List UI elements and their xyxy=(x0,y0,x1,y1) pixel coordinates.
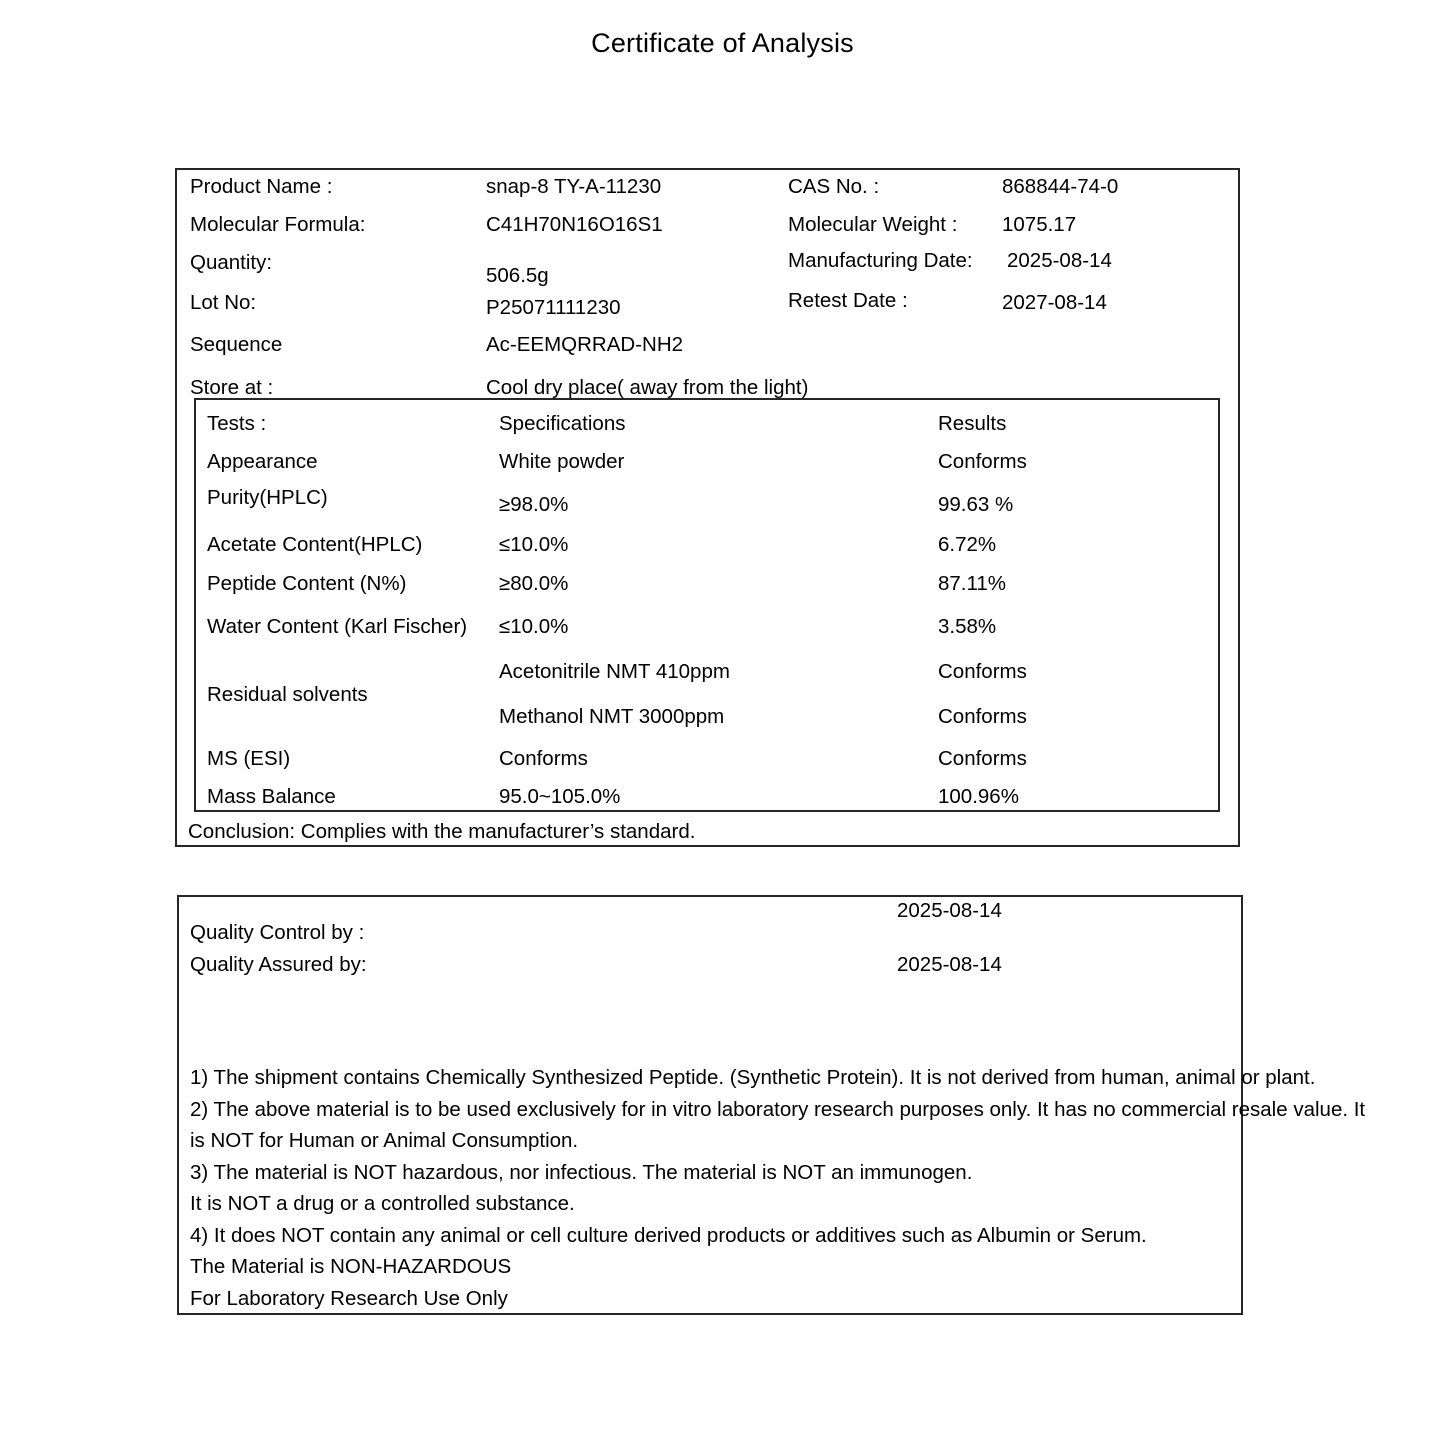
info-row-sequence xyxy=(190,327,1230,365)
certificate-main-panel xyxy=(175,168,1240,847)
test-name-acetate-content: Acetate Content(HPLC) xyxy=(207,533,423,556)
test-result-peptide-content: 87.11% xyxy=(938,572,1007,595)
test-name-peptide-content: Peptide Content (N%) xyxy=(207,572,407,595)
test-spec-appearance: White powder xyxy=(499,450,625,473)
quality-control-label: Quality Control by : xyxy=(190,921,365,944)
signoff-and-notes-panel xyxy=(177,895,1366,1315)
test-result-acetate-content: 6.72% xyxy=(938,533,997,556)
test-result-mass-balance: 100.96% xyxy=(938,785,1019,808)
note-line: 3) The material is NOT hazardous, nor infectious. The material is NOT an immunogen. xyxy=(190,1160,973,1184)
note-line: For Laboratory Research Use Only xyxy=(190,1286,508,1310)
column-header-results: Results xyxy=(938,412,1007,435)
test-result-methanol: Conforms xyxy=(938,705,1027,728)
quality-control-date: 2025-08-14 xyxy=(897,899,1002,922)
molecular-formula-value: C41H70N16O16S1 xyxy=(486,213,663,236)
note-line: 2) The above material is to be used exclusively for in vitro laboratory research purposes only. It has no commercial resale value. It xyxy=(190,1097,1366,1121)
note-line: 4) It does NOT contain any animal or cell culture derived products or additives such as Albumin or Serum. xyxy=(190,1223,1147,1247)
quantity-value: 506.5g xyxy=(486,264,549,287)
test-result-water-content: 3.58% xyxy=(938,615,997,638)
lot-no-value: P25071111230 xyxy=(486,296,621,319)
molecular-formula-label: Molecular Formula: xyxy=(190,213,366,236)
test-spec-acetonitrile: Acetonitrile NMT 410ppm xyxy=(499,660,730,683)
store-at-label: Store at : xyxy=(190,376,274,399)
page-title: Certificate of Analysis xyxy=(591,28,854,58)
column-header-tests: Tests : xyxy=(207,412,267,435)
product-name-label: Product Name : xyxy=(190,175,333,198)
product-name-value: snap-8 TY-A-11230 xyxy=(486,175,662,198)
test-spec-mass-balance: 95.0~105.0% xyxy=(499,785,621,808)
cas-no-label: CAS No. : xyxy=(788,175,880,198)
note-line: The Material is NON-HAZARDOUS xyxy=(190,1255,512,1278)
test-spec-ms-esi: Conforms xyxy=(499,747,588,770)
quality-assured-label: Quality Assured by: xyxy=(190,953,367,976)
test-name-ms-esi: MS (ESI) xyxy=(207,747,291,770)
info-row-quantity xyxy=(190,251,1230,289)
info-row-lot-no xyxy=(190,289,1230,327)
test-result-appearance: Conforms xyxy=(938,450,1027,473)
info-row-product-name xyxy=(190,175,1230,213)
product-info-grid xyxy=(190,175,1230,403)
info-row-molecular-formula xyxy=(190,213,1230,251)
test-name-mass-balance: Mass Balance xyxy=(207,785,336,808)
manufacturing-date-label: Manufacturing Date: xyxy=(788,249,973,272)
sequence-label: Sequence xyxy=(190,333,283,356)
test-name-residual-solvents: Residual solvents xyxy=(207,683,368,706)
retest-date-label: Retest Date : xyxy=(788,289,908,312)
test-name-appearance: Appearance xyxy=(207,450,318,473)
disclaimer-notes xyxy=(190,1062,1366,1314)
quality-assured-date: 2025-08-14 xyxy=(897,953,1002,976)
test-spec-acetate-content: ≤10.0% xyxy=(499,533,569,556)
conclusion-text: Conclusion: Complies with the manufacturer’s standard. xyxy=(188,820,696,843)
quantity-label: Quantity: xyxy=(190,251,273,274)
test-spec-peptide-content: ≥80.0% xyxy=(499,572,569,595)
molecular-weight-value: 1075.17 xyxy=(1002,213,1077,236)
test-result-ms-esi: Conforms xyxy=(938,747,1027,770)
manufacturing-date-value: 2025-08-14 xyxy=(1007,249,1112,272)
lot-no-label: Lot No: xyxy=(190,291,257,314)
retest-date-value: 2027-08-14 xyxy=(1002,291,1107,314)
column-header-specifications: Specifications xyxy=(499,412,626,435)
test-spec-methanol: Methanol NMT 3000ppm xyxy=(499,705,725,728)
store-at-value: Cool dry place( away from the light) xyxy=(486,376,809,399)
test-result-acetonitrile: Conforms xyxy=(938,660,1027,683)
note-line: 1) The shipment contains Chemically Synthesized Peptide. (Synthetic Protein). It is not derived from human, animal or plant. xyxy=(190,1066,1316,1089)
sequence-value: Ac-EEMQRRAD-NH2 xyxy=(486,333,684,356)
note-line: is NOT for Human or Animal Consumption. xyxy=(190,1129,579,1152)
test-name-purity: Purity(HPLC) xyxy=(207,486,328,509)
test-name-water-content: Water Content (Karl Fischer) xyxy=(207,615,468,638)
molecular-weight-label: Molecular Weight : xyxy=(788,213,958,236)
note-line: It is NOT a drug or a controlled substance. xyxy=(190,1192,575,1215)
test-spec-purity: ≥98.0% xyxy=(499,493,569,516)
test-results-table xyxy=(194,398,1220,812)
test-result-purity: 99.63 % xyxy=(938,493,1014,516)
test-spec-water-content: ≤10.0% xyxy=(499,615,569,638)
cas-no-value: 868844-74-0 xyxy=(1002,175,1119,198)
